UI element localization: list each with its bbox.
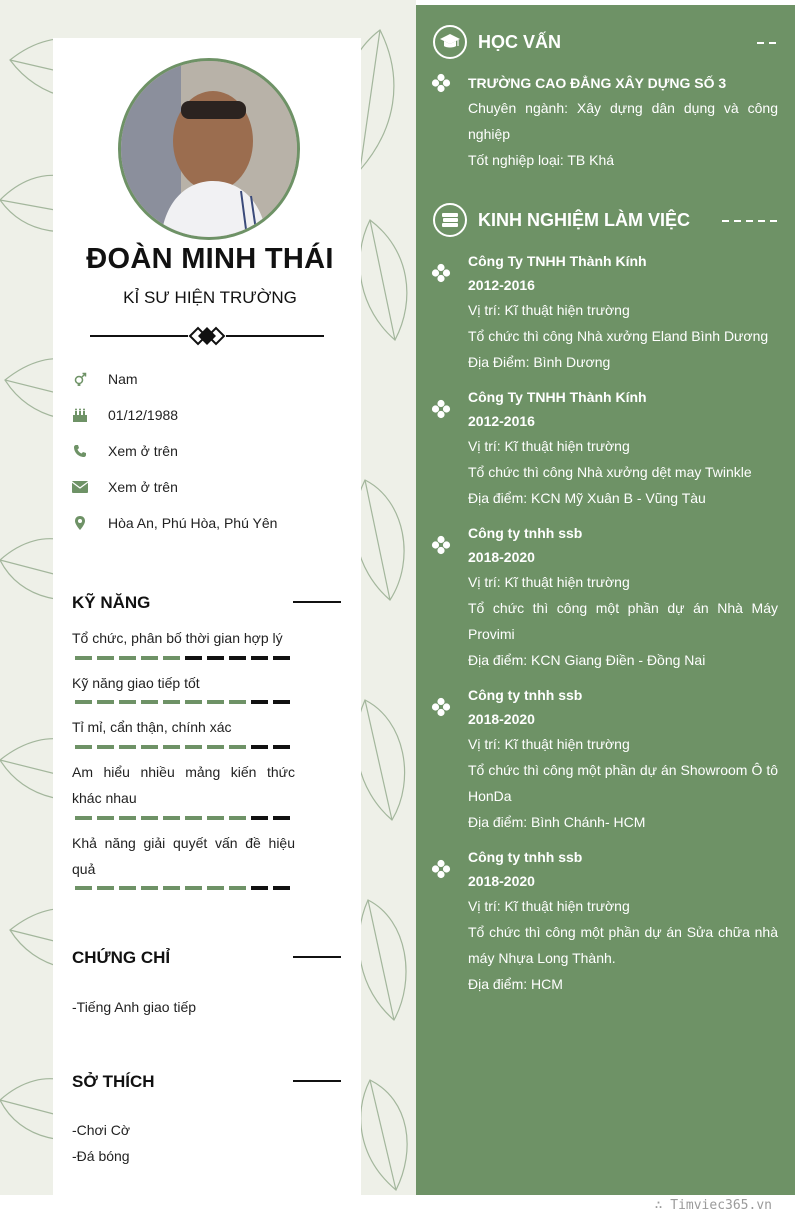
- skill-bar-segment: [163, 816, 180, 820]
- skill-bar-segment: [273, 886, 290, 890]
- skill-bar-segment: [251, 886, 268, 890]
- info-email: [72, 477, 178, 497]
- info-address: [72, 513, 277, 533]
- skill-bar-segment: [185, 700, 202, 704]
- skill-label: Tổ chức, phân bố thời gian hợp lý: [72, 630, 283, 646]
- experience-description: Tổ chức thì công Nhà xưởng dệt may Twinkle: [468, 464, 752, 480]
- skill-bar-segment: [229, 745, 246, 749]
- envelope-icon: [72, 479, 88, 495]
- experience-company: Công Ty TNHH Thành Kính: [468, 389, 647, 405]
- skill-bar-segment: [141, 700, 158, 704]
- avatar: [118, 58, 300, 240]
- certificates-heading-line: [293, 956, 341, 958]
- experience-position: Vị trí: Kĩ thuật hiện trường: [468, 898, 630, 914]
- experience-heading: KINH NGHIỆM LÀM VIỆC: [478, 210, 691, 230]
- flower-bullet-icon: [431, 73, 451, 93]
- experience-company: Công Ty TNHH Thành Kính: [468, 253, 647, 269]
- skill-bar-segment: [141, 886, 158, 890]
- experience-description: Tổ chức thì công một phần dự án Nhà Máy Provimi: [468, 600, 778, 642]
- phone-value: Xem ở trên: [108, 443, 178, 459]
- address-value: Hòa An, Phú Hòa, Phú Yên: [108, 515, 278, 531]
- skill-bar-segment: [97, 656, 114, 660]
- skill-bar-segment: [75, 816, 92, 820]
- skill-bar-segment: [185, 886, 202, 890]
- skill-bar-segment: [97, 700, 114, 704]
- phone-icon: [72, 443, 88, 459]
- experience-description: Tổ chức thì công một phần dự án Sửa chữa nhà máy Nhựa Long Thành.: [468, 924, 778, 966]
- hobbies-heading-line: [293, 1080, 341, 1082]
- skill-bar-segment: [229, 656, 246, 660]
- experience-company: Công ty tnhh ssb: [468, 687, 583, 703]
- skill-bar-segment: [141, 745, 158, 749]
- info-birthday: [72, 405, 178, 425]
- skill-bar-segment: [75, 700, 92, 704]
- skill-bar-segment: [163, 886, 180, 890]
- skill-label: Khả năng giải quyết vấn đề hiệu quả: [72, 835, 295, 877]
- certificate-item: -Tiếng Anh giao tiếp: [72, 999, 197, 1015]
- skill-bar-segment: [75, 745, 92, 749]
- experience-position: Vị trí: Kĩ thuật hiện trường: [468, 302, 630, 318]
- experience-position: Vị trí: Kĩ thuật hiện trường: [468, 438, 630, 454]
- education-heading: HỌC VẤN: [478, 32, 562, 52]
- hobby-item: -Chơi Cờ: [72, 1122, 131, 1138]
- skill-bar-segment: [119, 745, 136, 749]
- experience-location: Địa Điểm: Bình Dương: [468, 354, 611, 370]
- flower-bullet-icon: [431, 859, 451, 879]
- skill-bar-segment: [185, 745, 202, 749]
- skill-bar-segment: [273, 745, 290, 749]
- skill-bar-segment: [97, 816, 114, 820]
- skill-bar-segment: [251, 745, 268, 749]
- skill-bar-segment: [207, 745, 224, 749]
- skill-label: Kỹ năng giao tiếp tốt: [72, 675, 200, 691]
- skill-bar-segment: [163, 700, 180, 704]
- experience-company: Công ty tnhh ssb: [468, 525, 583, 541]
- education-major: Chuyên ngành: Xây dựng dân dụng và công nghiệp: [468, 100, 778, 142]
- experience-company: Công ty tnhh ssb: [468, 849, 583, 865]
- flower-bullet-icon: [431, 697, 451, 717]
- skill-bar-segment: [119, 886, 136, 890]
- gender-icon: [72, 371, 88, 387]
- hobby-item: -Đá bóng: [72, 1148, 130, 1164]
- skill-bar: [75, 745, 290, 749]
- full-name: ĐOÀN MINH THÁI: [86, 243, 334, 275]
- skill-bar-segment: [163, 745, 180, 749]
- experience-period: 2012-2016: [468, 413, 535, 429]
- skill-bar-segment: [251, 816, 268, 820]
- skill-bar-segment: [97, 745, 114, 749]
- skill-bar-segment: [273, 656, 290, 660]
- experience-description: Tổ chức thì công một phần dự án Showroom Ô tô HonDa: [468, 762, 778, 804]
- skill-bar-segment: [229, 700, 246, 704]
- skill-bar-segment: [207, 656, 224, 660]
- skill-bar: [75, 886, 290, 890]
- experience-period: 2018-2020: [468, 873, 535, 889]
- info-phone: [72, 441, 178, 461]
- skill-label: Am hiểu nhiều mảng kiến thức khác nhau: [72, 764, 295, 806]
- education-grade: Tốt nghiệp loại: TB Khá: [468, 152, 615, 168]
- skills-heading-line: [293, 601, 341, 603]
- experience-description: Tổ chức thì công Nhà xưởng Eland Bình Dương: [468, 328, 769, 344]
- birthday-value: 01/12/1988: [108, 407, 179, 423]
- skill-bar-segment: [119, 656, 136, 660]
- books-icon: [433, 203, 467, 237]
- experience-heading-dash: [722, 220, 778, 222]
- info-gender: [72, 369, 138, 389]
- experience-position: Vị trí: Kĩ thuật hiện trường: [468, 736, 630, 752]
- job-title: KỈ SƯ HIỆN TRƯỜNG: [123, 288, 297, 307]
- skill-bar-segment: [75, 656, 92, 660]
- skill-bar-segment: [75, 886, 92, 890]
- experience-period: 2018-2020: [468, 549, 535, 565]
- watermark: ∴ Timviec365.vn: [654, 1198, 772, 1213]
- skill-bar-segment: [251, 656, 268, 660]
- skill-bar-segment: [185, 656, 202, 660]
- experience-period: 2012-2016: [468, 277, 535, 293]
- skill-label: Tỉ mỉ, cẩn thận, chính xác: [72, 719, 232, 735]
- skill-bar-segment: [251, 700, 268, 704]
- skill-bar-segment: [273, 816, 290, 820]
- flower-bullet-icon: [431, 263, 451, 283]
- flower-bullet-icon: [431, 535, 451, 555]
- education-heading-dash: [757, 42, 777, 44]
- experience-period: 2018-2020: [468, 711, 535, 727]
- skill-bar-segment: [119, 816, 136, 820]
- flower-bullet-icon: [431, 399, 451, 419]
- experience-position: Vị trí: Kĩ thuật hiện trường: [468, 574, 630, 590]
- skill-bar-segment: [229, 886, 246, 890]
- skill-bar-segment: [141, 816, 158, 820]
- skill-bar-segment: [273, 700, 290, 704]
- gender-value: Nam: [108, 371, 138, 387]
- experience-location: Địa điểm: HCM: [468, 976, 563, 992]
- experience-location: Địa điểm: Bình Chánh- HCM: [468, 814, 646, 830]
- skill-bar-segment: [97, 886, 114, 890]
- skill-bar-segment: [141, 656, 158, 660]
- graduation-cap-icon: [433, 25, 467, 59]
- skill-bar-segment: [207, 700, 224, 704]
- email-value: Xem ở trên: [108, 479, 178, 495]
- birthday-cake-icon: [72, 407, 88, 423]
- skill-bar: [75, 816, 290, 820]
- certificates-heading: CHỨNG CHỈ: [72, 948, 171, 967]
- skill-bar-segment: [229, 816, 246, 820]
- hobbies-heading: SỞ THÍCH: [72, 1072, 155, 1091]
- skill-bar-segment: [207, 886, 224, 890]
- experience-location: Địa điểm: KCN Mỹ Xuân B - Vũng Tàu: [468, 490, 706, 506]
- map-pin-icon: [72, 515, 88, 531]
- experience-location: Địa điểm: KCN Giang Điền - Đồng Nai: [468, 652, 706, 668]
- skill-bar: [75, 700, 290, 704]
- skill-bar-segment: [185, 816, 202, 820]
- skill-bar-segment: [207, 816, 224, 820]
- education-school: TRƯỜNG CAO ĐẲNG XÂY DỰNG SỐ 3: [468, 75, 727, 91]
- skills-heading: KỸ NĂNG: [72, 593, 151, 612]
- skill-bar-segment: [119, 700, 136, 704]
- ornament-divider: [90, 326, 324, 346]
- skill-bar-segment: [163, 656, 180, 660]
- skill-bar: [75, 656, 290, 660]
